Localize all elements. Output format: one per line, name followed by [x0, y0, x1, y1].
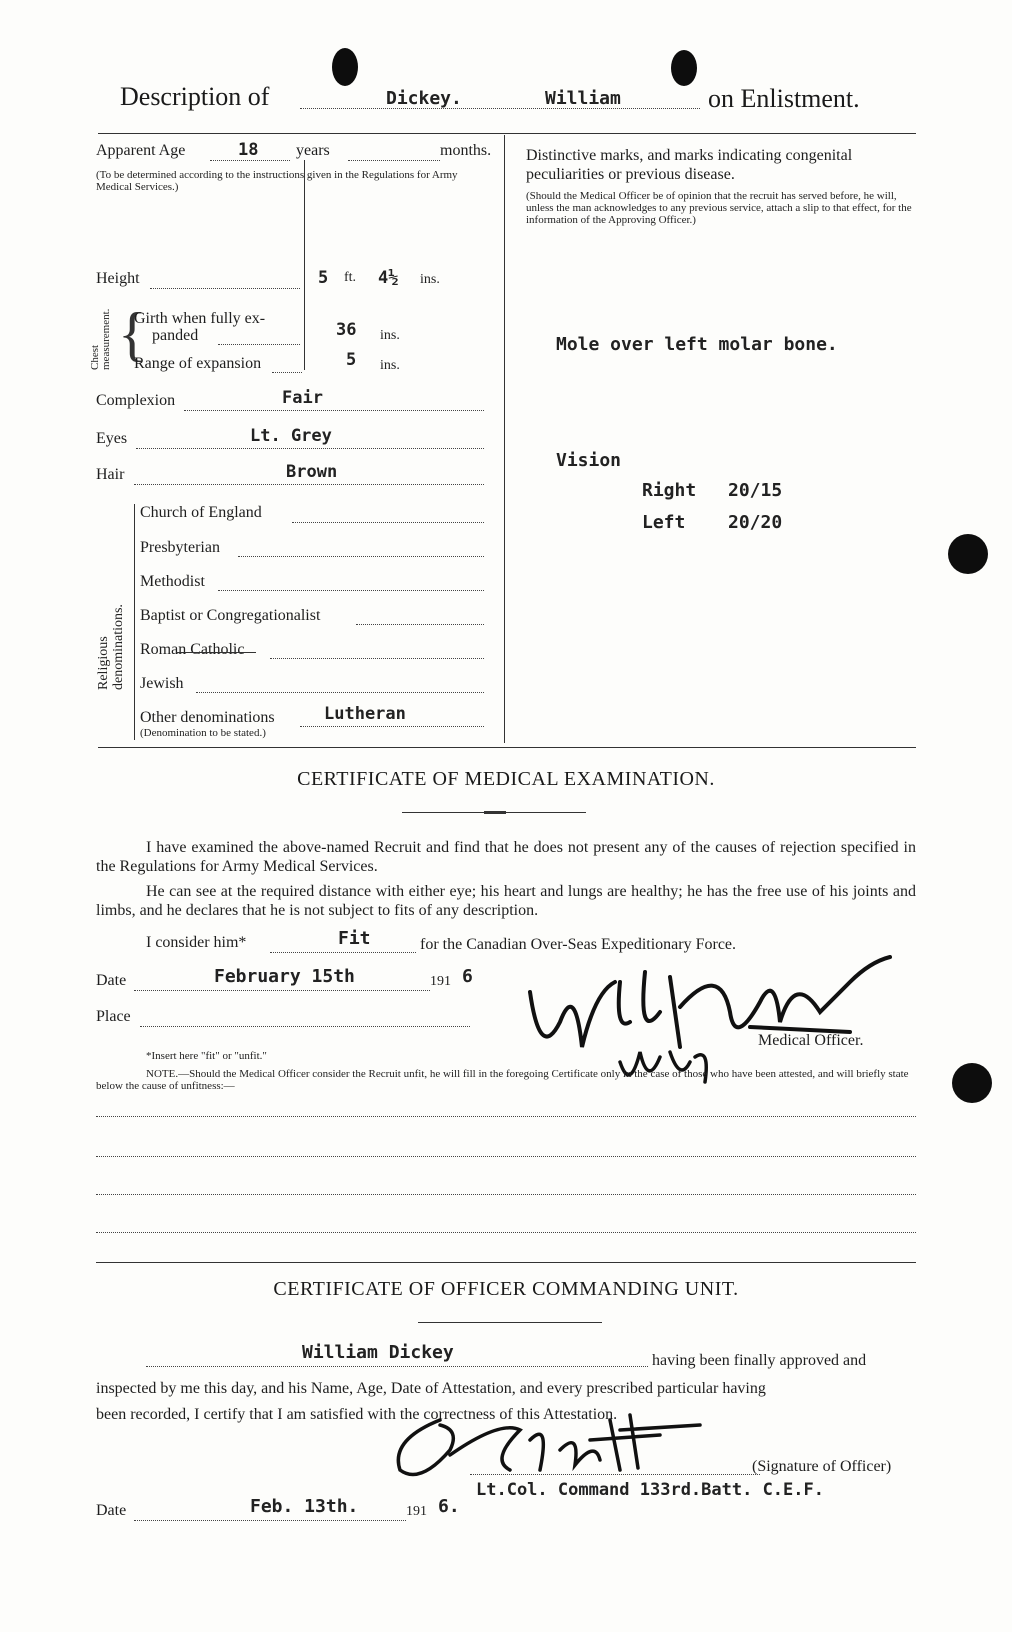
punch-hole-top-right — [671, 50, 697, 86]
complexion-value: Fair — [282, 388, 323, 408]
unfit-note: NOTE.—Should the Medical Officer consider the Recruit unfit, he will fill in the foregoing Certificate only in the case of those who have been attested, and will briefly state below the cause of unfitness:— — [96, 1068, 909, 1092]
other-denomination-note: (Denomination to be stated.) — [140, 727, 266, 739]
medical-officer-label: Medical Officer. — [758, 1032, 864, 1049]
religion-dots-2 — [218, 590, 484, 591]
commanding-signature-dots — [470, 1474, 760, 1475]
height-in-value: 4½ — [378, 268, 399, 288]
roman-catholic-strike — [176, 652, 256, 653]
religion-baptist: Baptist or Congregationalist — [140, 607, 321, 624]
commanding-name-dots — [146, 1366, 648, 1367]
girth-label-1: Girth when fully ex- — [134, 310, 266, 327]
force-label: for the Canadian Over-Seas Expeditionary Force. — [420, 936, 737, 953]
fit-value: Fit — [338, 928, 371, 949]
unfit-line-4 — [96, 1232, 916, 1233]
header-prefix: Description of — [120, 82, 270, 111]
religion-dots-0 — [292, 522, 484, 523]
distinctive-marks-heading: Distinctive marks, and marks indicating congenital peculiarities or previous disease. — [526, 147, 853, 183]
commanding-signature-label: (Signature of Officer) — [752, 1458, 892, 1475]
hair-dots — [134, 484, 484, 485]
religion-side-label: Religious denominations. — [96, 604, 126, 690]
months-label: months. — [440, 142, 492, 159]
religion-dots-4 — [270, 658, 484, 659]
middle-rule — [98, 747, 916, 748]
header-suffix: on Enlistment. — [708, 84, 860, 113]
commanding-title-rule — [418, 1322, 602, 1323]
ft-label: ft. — [344, 270, 357, 285]
eyes-label: Eyes — [96, 430, 128, 447]
girth-dots — [218, 344, 300, 345]
fit-dots — [270, 952, 416, 953]
consider-label: I consider him* — [146, 934, 247, 951]
punch-hole-right-lower — [952, 1063, 992, 1103]
vision-right-label: Right — [642, 480, 697, 501]
insert-note: *Insert here "fit" or "unfit." — [146, 1050, 267, 1062]
medical-para-1: I have examined the above-named Recruit and find that he does not present any of the causes of rejection specified in the Regulations for Army Medical Services. — [96, 839, 916, 875]
chest-side-label: Chest measurement. — [89, 308, 112, 370]
religion-church-of-england: Church of England — [140, 504, 262, 521]
commanding-para-2: inspected by me this day, and his Name, Age, Date of Attestation, and every prescribed particular having — [96, 1380, 766, 1397]
top-rule — [98, 133, 916, 134]
unfit-line-3 — [96, 1194, 916, 1195]
bottom-section-rule — [96, 1262, 916, 1263]
religion-presbyterian: Presbyterian — [140, 539, 220, 556]
age-note: (To be determined according to the instructions given in the Regulations for Army Medical Services.) — [96, 169, 458, 193]
range-ins-label: ins. — [380, 358, 400, 373]
eyes-dots — [136, 448, 484, 449]
distinctive-mark-value: Mole over left molar bone. — [556, 334, 838, 355]
age-value: 18 — [238, 140, 259, 160]
commanding-date-value: Feb. 13th. — [250, 1496, 359, 1517]
vision-left-label: Left — [642, 512, 686, 533]
religion-bracket — [134, 504, 135, 740]
center-divider — [504, 135, 505, 743]
height-ft-value: 5 — [318, 268, 329, 288]
medical-year-digit: 6 — [462, 966, 473, 987]
religion-dots-3 — [356, 624, 484, 625]
range-value: 5 — [346, 350, 357, 370]
range-label: Range of expansion — [134, 355, 262, 372]
months-dots — [348, 160, 440, 161]
commanding-date-dots — [134, 1520, 406, 1521]
complexion-dots — [184, 410, 484, 411]
complexion-label: Complexion — [96, 392, 176, 409]
age-dots — [210, 160, 290, 161]
commanding-officer-title: Lt.Col. Command 133rd.Batt. C.E.F. — [476, 1480, 824, 1500]
religion-jewish: Jewish — [140, 675, 184, 692]
height-label: Height — [96, 270, 140, 287]
header-dots — [300, 108, 700, 109]
commanding-year-digit: 6. — [438, 1496, 460, 1517]
religion-methodist: Methodist — [140, 573, 205, 590]
medical-certificate-title: CERTIFICATE OF MEDICAL EXAMINATION. — [297, 768, 715, 790]
commanding-year-prefix: 191 — [406, 1504, 427, 1519]
other-denominations-label: Other denominations — [140, 709, 275, 726]
girth-label-2: panded — [152, 327, 199, 344]
medical-para-2: He can see at the required distance with either eye; his heart and lungs are healthy; he has the free use of his joints and limbs, and he declares that he is not subject to fits of any description. — [96, 883, 916, 919]
commanding-date-label: Date — [96, 1502, 127, 1519]
commanding-name-value: William Dickey — [302, 1342, 454, 1363]
vision-right-value: 20/15 — [728, 480, 783, 501]
medical-date-value: February 15th — [214, 966, 355, 987]
unfit-line-1 — [96, 1116, 916, 1117]
medical-date-dots — [134, 990, 430, 991]
religion-dots-5 — [196, 692, 484, 693]
years-label: years — [296, 142, 330, 159]
religion-dots-1 — [238, 556, 484, 557]
place-dots — [140, 1026, 470, 1027]
eyes-value: Lt. Grey — [250, 426, 332, 446]
range-dots — [272, 372, 302, 373]
height-ins-label: ins. — [420, 272, 440, 287]
punch-hole-top-left — [332, 48, 358, 86]
medical-date-label: Date — [96, 972, 127, 989]
punch-hole-right-upper — [948, 534, 988, 574]
place-label: Place — [96, 1008, 131, 1025]
girth-value: 36 — [336, 320, 357, 340]
religion-roman-catholic: Roman Catholic — [140, 641, 245, 658]
other-denomination-value: Lutheran — [324, 704, 406, 724]
chest-brace: { — [118, 301, 147, 367]
medical-year-prefix: 191 — [430, 974, 451, 989]
unfit-line-2 — [96, 1156, 916, 1157]
commanding-officer-signature — [380, 1400, 720, 1490]
header-given: William — [545, 88, 621, 109]
distinctive-marks-note: (Should the Medical Officer be of opinion that the recruit has served before, he will, unless the man acknowledges to any previous service, attach a slip to that effect, for the information of the Approving Officer.) — [526, 190, 912, 226]
header-surname: Dickey. — [386, 88, 462, 109]
other-dots — [300, 726, 484, 727]
vision-left-value: 20/20 — [728, 512, 783, 533]
age-label: Apparent Age — [96, 142, 186, 159]
commanding-certificate-title: CERTIFICATE OF OFFICER COMMANDING UNIT. — [273, 1278, 739, 1300]
girth-ins-label: ins. — [380, 328, 400, 343]
medical-title-rule-center — [484, 811, 506, 814]
hair-label: Hair — [96, 466, 125, 483]
vision-label: Vision — [556, 450, 622, 471]
height-dots — [150, 288, 300, 289]
hair-value: Brown — [286, 462, 338, 482]
commanding-para-3: been recorded, I certify that I am satisfied with the correctness of this Attestation. — [96, 1406, 618, 1423]
commanding-para-end-1: having been finally approved and — [652, 1352, 867, 1369]
